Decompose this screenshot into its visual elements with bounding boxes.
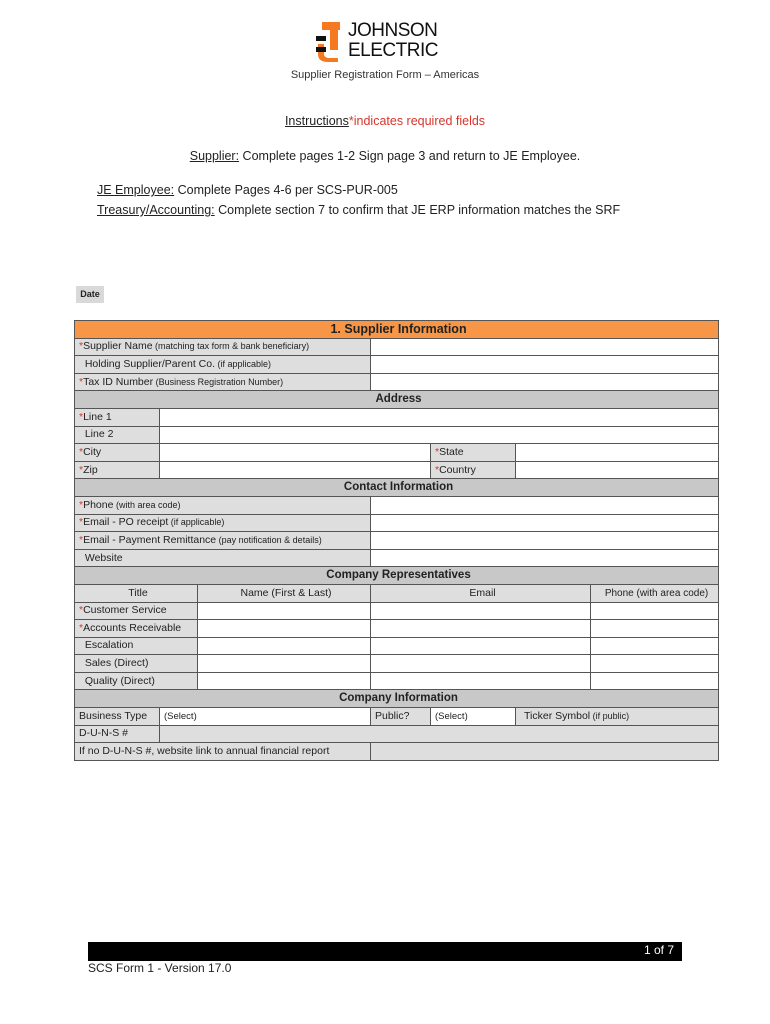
public-select[interactable]: (Select) bbox=[431, 708, 516, 726]
zip-input[interactable] bbox=[160, 461, 431, 479]
no-duns-input[interactable] bbox=[371, 743, 719, 761]
accounts-receivable-label: *Accounts Receivable bbox=[75, 620, 198, 638]
email-po-label: *Email - PO receipt (if applicable) bbox=[75, 514, 371, 532]
escalation-row bbox=[75, 637, 719, 655]
no-duns-row bbox=[75, 743, 719, 761]
required-mark: * bbox=[348, 114, 354, 128]
customer-service-email[interactable] bbox=[371, 602, 591, 620]
quality-phone[interactable] bbox=[591, 672, 719, 690]
accounts-receivable-name[interactable] bbox=[198, 620, 371, 638]
supplier-instruction-label: Supplier: bbox=[189, 149, 240, 163]
ticker-label: Ticker Symbol (if public) bbox=[516, 708, 719, 726]
quality-email[interactable] bbox=[371, 672, 591, 690]
supplier-instruction bbox=[0, 149, 770, 163]
je-employee-label: JE Employee: bbox=[97, 183, 175, 197]
col-email: Email bbox=[371, 584, 591, 602]
line1-row bbox=[75, 408, 719, 426]
holding-input[interactable] bbox=[371, 356, 719, 374]
section-1-header bbox=[75, 321, 719, 339]
sales-name[interactable] bbox=[198, 655, 371, 673]
customer-service-name[interactable] bbox=[198, 602, 371, 620]
customer-service-label: *Customer Service bbox=[75, 602, 198, 620]
logo-line-1: JOHNSON bbox=[348, 20, 438, 41]
holding-label: Holding Supplier/Parent Co. (if applicable) bbox=[75, 356, 371, 374]
sales-email[interactable] bbox=[371, 655, 591, 673]
sales-phone[interactable] bbox=[591, 655, 719, 673]
form-version: SCS Form 1 - Version 17.0 bbox=[88, 961, 232, 975]
supplier-name-input[interactable] bbox=[371, 338, 719, 356]
supplier-form-table bbox=[74, 320, 719, 761]
instructions-label: Instructions bbox=[284, 114, 349, 128]
supplier-name-label: *Supplier Name (matching tax form & bank beneficiary) bbox=[75, 338, 371, 356]
contact-header bbox=[75, 479, 719, 497]
country-input[interactable] bbox=[516, 461, 719, 479]
treasury-text: Complete section 7 to confirm that JE ERP information matches the SRF bbox=[214, 203, 621, 217]
website-label: Website bbox=[75, 549, 371, 567]
duns-label: D-U-N-S # bbox=[75, 725, 160, 743]
date-field[interactable]: Date bbox=[76, 286, 104, 303]
address-title: Address bbox=[75, 391, 719, 409]
treasury-label: Treasury/Accounting: bbox=[97, 203, 215, 217]
quality-row bbox=[75, 672, 719, 690]
state-input[interactable] bbox=[516, 444, 719, 462]
supplier-name-row bbox=[75, 338, 719, 356]
duns-input[interactable] bbox=[160, 725, 719, 743]
je-employee-instruction bbox=[97, 183, 398, 197]
required-text: indicates required fields bbox=[353, 114, 486, 128]
phone-input[interactable] bbox=[371, 496, 719, 514]
city-input[interactable] bbox=[160, 444, 431, 462]
tax-id-row bbox=[75, 373, 719, 391]
treasury-instruction bbox=[97, 203, 620, 217]
contact-title: Contact Information bbox=[75, 479, 719, 497]
reps-title: Company Representatives bbox=[75, 567, 719, 585]
accounts-receivable-email[interactable] bbox=[371, 620, 591, 638]
line1-input[interactable] bbox=[160, 408, 719, 426]
email-po-input[interactable] bbox=[371, 514, 719, 532]
je-logo-icon bbox=[316, 20, 346, 64]
customer-service-phone[interactable] bbox=[591, 602, 719, 620]
country-label: *Country bbox=[431, 461, 516, 479]
tax-id-label: *Tax ID Number (Business Registration Number) bbox=[75, 373, 371, 391]
escalation-label: Escalation bbox=[75, 637, 198, 655]
col-title: Title bbox=[75, 584, 198, 602]
business-type-row bbox=[75, 708, 719, 726]
website-input[interactable] bbox=[371, 549, 719, 567]
public-label: Public? bbox=[371, 708, 431, 726]
phone-label: *Phone (with area code) bbox=[75, 496, 371, 514]
customer-service-row bbox=[75, 602, 719, 620]
state-label: *State bbox=[431, 444, 516, 462]
accounts-receivable-row bbox=[75, 620, 719, 638]
tax-id-input[interactable] bbox=[371, 373, 719, 391]
escalation-phone[interactable] bbox=[591, 637, 719, 655]
johnson-electric-logo bbox=[316, 20, 456, 64]
company-title: Company Information bbox=[75, 690, 719, 708]
page-number: 1 of 7 bbox=[643, 943, 674, 957]
logo-line-2: ELECTRIC bbox=[348, 40, 438, 61]
phone-row bbox=[75, 496, 719, 514]
sales-row bbox=[75, 655, 719, 673]
email-po-row bbox=[75, 514, 719, 532]
city-label: *City bbox=[75, 444, 160, 462]
escalation-email[interactable] bbox=[371, 637, 591, 655]
section-1-title: 1. Supplier Information bbox=[75, 321, 719, 339]
address-header bbox=[75, 391, 719, 409]
col-phone: Phone (with area code) bbox=[591, 584, 719, 602]
zip-label: *Zip bbox=[75, 461, 160, 479]
line2-input[interactable] bbox=[160, 426, 719, 444]
zip-row bbox=[75, 461, 719, 479]
holding-row bbox=[75, 356, 719, 374]
form-subtitle: Supplier Registration Form – Americas bbox=[290, 69, 480, 81]
duns-row bbox=[75, 725, 719, 743]
reps-columns-row bbox=[75, 584, 719, 602]
business-type-label: Business Type bbox=[75, 708, 160, 726]
line1-label: *Line 1 bbox=[75, 408, 160, 426]
escalation-name[interactable] bbox=[198, 637, 371, 655]
footer-bar bbox=[88, 942, 682, 961]
website-row bbox=[75, 549, 719, 567]
accounts-receivable-phone[interactable] bbox=[591, 620, 719, 638]
col-name: Name (First & Last) bbox=[198, 584, 371, 602]
supplier-instruction-text: Complete pages 1-2 Sign page 3 and return to JE Employee. bbox=[239, 149, 581, 163]
line2-row bbox=[75, 426, 719, 444]
line2-label: Line 2 bbox=[75, 426, 160, 444]
reps-header bbox=[75, 567, 719, 585]
instructions-line bbox=[0, 114, 770, 128]
no-duns-label: If no D-U-N-S #, website link to annual financial report bbox=[75, 743, 371, 761]
email-pay-input[interactable] bbox=[371, 532, 719, 550]
email-pay-label: *Email - Payment Remittance (pay notification & details) bbox=[75, 532, 371, 550]
sales-label: Sales (Direct) bbox=[75, 655, 198, 673]
city-row bbox=[75, 444, 719, 462]
business-type-select[interactable]: (Select) bbox=[160, 708, 371, 726]
quality-name[interactable] bbox=[198, 672, 371, 690]
quality-label: Quality (Direct) bbox=[75, 672, 198, 690]
company-header bbox=[75, 690, 719, 708]
je-employee-text: Complete Pages 4-6 per SCS-PUR-005 bbox=[174, 183, 398, 197]
email-pay-row bbox=[75, 532, 719, 550]
